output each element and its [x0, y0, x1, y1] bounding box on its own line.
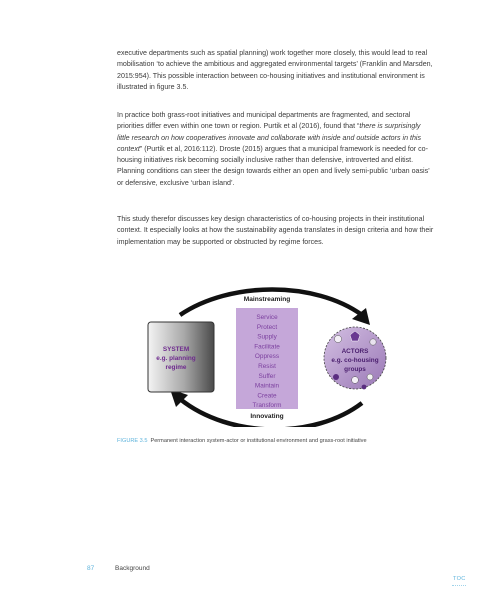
center-word: Suffer [258, 372, 276, 380]
paragraph-2-before: In practice both grass-root initiatives and municipal departments are fragmented, and sectoral priorities differ even within one town or region. Purtik et al (2016), found that “ [117, 111, 411, 131]
figure-caption-text: Permanent interaction system-actor or institutional environment and grass-root initiative [150, 438, 367, 444]
figure-caption-label: FIGURE 3.5 [117, 438, 148, 444]
center-word: Supply [257, 333, 277, 341]
actors-label: ACTORS [341, 348, 369, 355]
center-word: Resist [258, 363, 276, 370]
actors-example: e.g. co-housing [331, 357, 379, 364]
mainstreaming-label: Mainstreaming [243, 296, 291, 303]
figure-caption [117, 437, 447, 445]
actors-dot-icon [333, 374, 339, 380]
figure-interaction-diagram [140, 287, 400, 427]
center-word: Oppress [254, 353, 280, 361]
toc-link[interactable]: TOC [453, 576, 466, 582]
paragraph-3: This study therefor discusses key design characteristics of co-housing projects in their institutional context. It especially looks at how the sustainability agenda translates in design criteria and how their implementation may be supported or obstructed by regime forces. [117, 215, 434, 246]
actors-dot-icon [352, 377, 359, 384]
paragraph-2-after: ” (Purtik et al, 2016:112). Droste (2015) argues that a municipal framework is needed for co- housing initiatives risk becoming socially inclusive rather than defensive, introverted and elitist. Planning conditions can steer the design towards either an open and lively semi-public ‘urban oasis’ or defensive, exclusive ‘urban island’. [117, 144, 430, 187]
footer-section-title: Background [115, 565, 150, 572]
innovating-label: Innovating [250, 413, 284, 420]
system-label: SYSTEM [162, 346, 190, 353]
paragraph-2-quote: there is surprisingly little research on how cooperatives innovate and collaborate with inside and outside actors in this context [117, 122, 422, 153]
actors-dot-icon [362, 385, 367, 390]
center-word: Transform [252, 402, 282, 410]
paragraph-1: executive departments such as spatial planning) work together more closely, this would lead to real mobilisation ‘to achieve the ambitious and aggregated environmental targets’ (Franklin and Marsden, 2015:954). This possible interaction between co-housing initiatives and institutional environment is illustrated in figure 3.5. [117, 49, 433, 91]
toc-underline [452, 585, 466, 586]
center-word: Protect [256, 323, 278, 331]
page-number: 87 [87, 565, 95, 572]
actors-dot-icon [370, 339, 376, 345]
system-example: e.g. planning [156, 355, 196, 362]
center-word: Maintain [254, 382, 280, 390]
actors-dot-icon [334, 335, 341, 342]
actors-dot-icon [367, 374, 373, 380]
center-word: Create [257, 392, 277, 400]
center-word: Facilitate [254, 343, 280, 351]
actors-example-2: groups [344, 366, 366, 373]
center-word: Service [256, 314, 278, 321]
paragraph-2 [117, 110, 435, 189]
system-example-2: regime [165, 364, 187, 371]
